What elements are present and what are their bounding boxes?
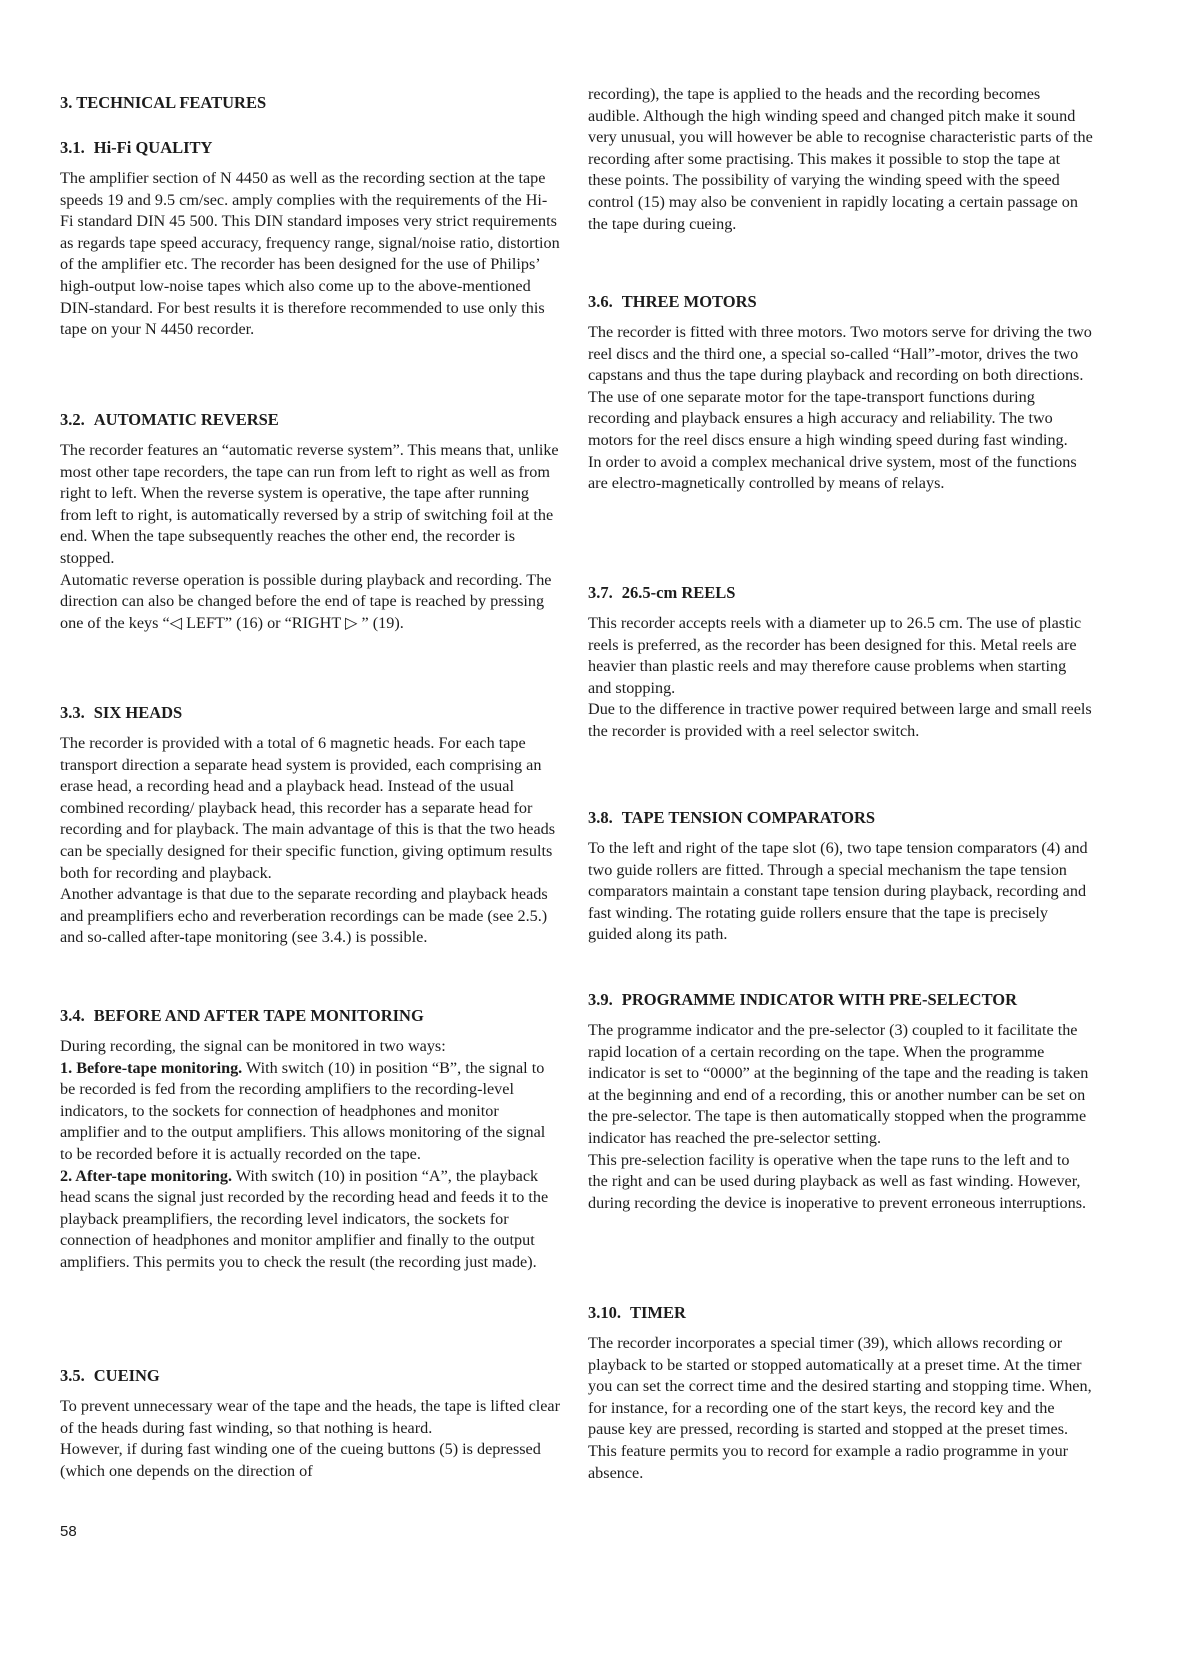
section-paragraph: This recorder accepts reels with a diameter up to 26.5 cm. The use of plastic reels is preferred, as the recorder has been designed for this. Metal reels are heavier than plastic reels and may therefore cause problems when starting and stopping. — [588, 614, 1082, 697]
section-title: BEFORE AND AFTER TAPE MONITORING — [93, 1006, 424, 1025]
section-number: 3.9. — [588, 990, 613, 1009]
section-paragraph: To the left and right of the tape slot (6), two tape tension comparators (4) and two guide rollers are fitted. Through a special mechanism the tape tension comparators maintain a constant tape tension during playback, recording and fast winding. The rotating guide rollers ensure that the tape is precisely guided along its path. — [588, 839, 1088, 944]
paragraph-lead: 2. After-tape monitoring. — [60, 1166, 233, 1185]
section-paragraph: The recorder is fitted with three motors. Two motors serve for driving the two reel discs and the third one, a special so-called “Hall”-motor, drives the two capstans and thus the tape during playback and recording on both directions. The use of one separate motor for the tape-transport functions during recording and playback ensures a high accuracy and reliability. The two motors for the reel discs ensure a high winding speed during fast winding. — [588, 323, 1092, 449]
section-heading — [60, 703, 560, 723]
page-number: 58 — [60, 1523, 77, 1540]
section-number: 3.6. — [588, 292, 613, 311]
section-number: 3.8. — [588, 808, 613, 827]
section-number: 3.2. — [60, 410, 85, 429]
section-title: CUEING — [93, 1366, 160, 1385]
section-paragraph: During recording, the signal can be monitored in two ways: — [60, 1037, 446, 1055]
section-paragraph: Another advantage is that due to the separate recording and playback heads and preamplifiers echo and reverberation recordings can be made (see 2.5.) and so-called after-tape monitoring (see 3.4.) is possible. — [60, 885, 548, 947]
section-paragraph: The recorder incorporates a special timer (39), which allows recording or playback to be started or stopped automatically at a preset time. At the timer you can set the correct time and the desired starting and stopping time. When, for instance, for a recording one of the start keys, the record key and the pause key are pressed, recording is started and stopped at the preset times. This feature permits you to record for example a radio programme in your absence. — [588, 1334, 1092, 1482]
section-3-1 — [60, 138, 560, 341]
section-3-5-continued — [588, 84, 1093, 235]
section-heading — [588, 583, 1093, 603]
section-paragraph: Due to the difference in tractive power required between large and small reels the recorder is provided with a reel selector switch. — [588, 700, 1092, 740]
section-3-4 — [60, 1006, 560, 1274]
paragraph-lead: 1. Before-tape monitoring. — [60, 1058, 243, 1077]
section-paragraph: To prevent unnecessary wear of the tape and the heads, the tape is lifted clear of the heads during fast winding, so that nothing is heard. — [60, 1397, 561, 1437]
section-paragraph: The recorder is provided with a total of 6 magnetic heads. For each tape transport direction a separate head system is provided, each comprising an erase head, a recording head and a playback head. Instead of the usual combined recording/ playback head, this recorder has a separate head for recording and for playback. The main advantage of this is that the two heads can be specially designed for their specific function, giving optimum results both for recording and playback. — [60, 734, 556, 882]
section-number: 3.3. — [60, 703, 85, 722]
section-heading — [60, 410, 560, 430]
section-paragraph: The amplifier section of N 4450 as well as the recording section at the tape speeds 19 and 9.5 cm/sec. amply complies with the requirements of the Hi-Fi standard DIN 45 500. This DIN standard imposes very strict requirements as regards tape speed accuracy, frequency range, signal/noise ratio, distortion of the amplifier etc. The recorder has been designed for the use of Philips’ high-output low-noise tapes which also come up to the above-mentioned DIN-standard. For best results it is therefore recommended to use only this tape on your N 4450 recorder. — [60, 169, 560, 339]
section-number: 3.4. — [60, 1006, 85, 1025]
chapter-title: 3. TECHNICAL FEATURES — [60, 93, 267, 112]
section-title: THREE MOTORS — [621, 292, 757, 311]
section-3-10 — [588, 1303, 1093, 1484]
section-number: 3.5. — [60, 1366, 85, 1385]
section-paragraph — [60, 1166, 560, 1274]
section-paragraph: The recorder features an “automatic reverse system”. This means that, unlike most other tape recorders, the tape can run from left to right as well as from right to left. When the reverse system is operative, the tape after running from left to right, is automatically reversed by a strip of switching foil at the end. When the tape subsequently reaches the other end, the recorder is stopped. — [60, 441, 559, 567]
section-3-8 — [588, 808, 1093, 946]
section-title: AUTOMATIC REVERSE — [93, 410, 279, 429]
section-3-6 — [588, 292, 1093, 495]
section-3-2 — [60, 410, 560, 634]
section-3-9 — [588, 990, 1093, 1214]
section-paragraph: Automatic reverse operation is possible during playback and recording. The direction can also be changed before the end of tape is reached by pressing one of the keys “◁ LEFT” (16) or “RIGHT ▷ ” (19). — [60, 570, 552, 632]
section-heading — [60, 1366, 560, 1386]
section-heading — [588, 1303, 1093, 1323]
section-number: 3.7. — [588, 583, 613, 602]
section-title: PROGRAMME INDICATOR WITH PRE-SELECTOR — [621, 990, 1018, 1009]
section-number: 3.1. — [60, 138, 85, 157]
section-heading — [60, 1006, 560, 1026]
section-heading — [588, 990, 1093, 1010]
section-paragraph — [60, 1058, 560, 1166]
section-title: SIX HEADS — [93, 703, 183, 722]
section-3-3 — [60, 703, 560, 949]
section-heading — [588, 808, 1093, 828]
paragraph-text: With switch (10) in position “A”, the playback head scans the signal just recorded by the recording head and feeds it to the playback preamplifiers, the recording level indicators, the sockets for connection of headphones and monitor amplifier and finally to the output amplifiers. This permits you to check the result (the recording just made). — [60, 1166, 549, 1271]
section-title: Hi-Fi QUALITY — [93, 138, 213, 157]
section-paragraph: recording), the tape is applied to the heads and the recording becomes audible. Although the high winding speed and changed pitch make it sound very unusual, you will however be able to recognise characteristic parts of the recording after some practising. This makes it possible to stop the tape at these points. The possibility of varying the winding speed with the speed control (15) may also be convenient in rapidly locating a certain passage on the tape during cueing. — [588, 85, 1093, 233]
section-paragraph: In order to avoid a complex mechanical drive system, most of the functions are electro-magnetically controlled by means of relays. — [588, 452, 1077, 493]
section-3-5 — [60, 1366, 560, 1482]
section-number: 3.10. — [588, 1303, 621, 1322]
section-title: 26.5-cm REELS — [621, 583, 736, 602]
section-title: TIMER — [630, 1303, 686, 1322]
section-paragraph: However, if during fast winding one of the cueing buttons (5) is depressed (which one depends on the direction of — [60, 1440, 541, 1480]
section-3-7 — [588, 583, 1093, 743]
paragraph-text: With switch (10) in position “B”, the signal to be recorded is fed from the recording amplifiers to the recording-level indicators, to the sockets for connection of headphones and monitor amplifier and to the output amplifiers. This allows monitoring of the signal to be recorded before it is actually recorded on the tape. — [60, 1058, 546, 1163]
section-heading — [588, 292, 1093, 312]
section-title: TAPE TENSION COMPARATORS — [621, 808, 876, 827]
section-paragraph: This pre-selection facility is operative when the tape runs to the left and to the right and can be used during playback as well as fast winding. However, during recording the device is inoperative to prevent erroneous interruptions. — [588, 1150, 1087, 1212]
section-heading — [60, 138, 560, 158]
section-paragraph: The programme indicator and the pre-selector (3) coupled to it facilitate the rapid location of a certain recording on the tape. When the programme indicator is set to “0000” at the beginning of the tape and the reading is taken at the beginning and end of a recording, this or another number can be set on the pre-selector. The tape is then automatically stopped when the programme indicator has reached the pre-selector setting. — [588, 1021, 1089, 1147]
